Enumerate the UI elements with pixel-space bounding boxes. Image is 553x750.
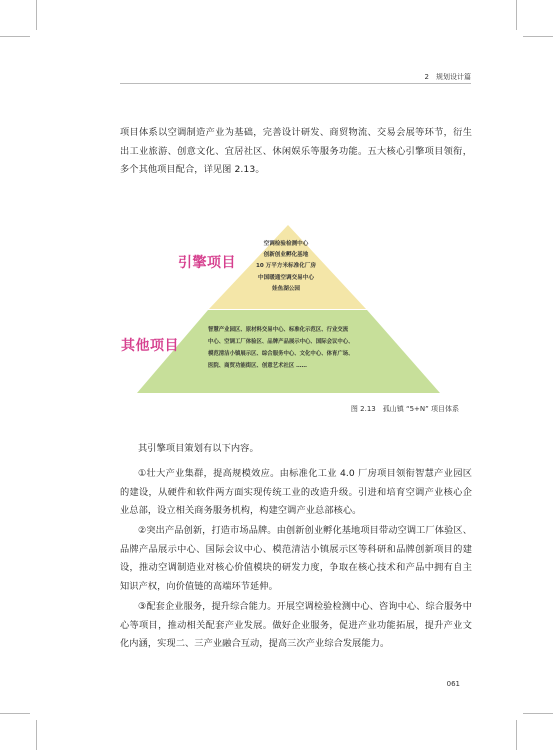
other-items-list — [208, 324, 386, 372]
body-paragraph: ②突出产品创新，打造市场品牌。由创新创业孵化基地项目带动空调工厂体验区、品牌产品展示中心、国际会议中心、模范清洁小镇展示区等科研和品牌创新项目的建设，推动空调制造业对核心价值模块的研发力度，争取在核心技术和产品中拥有自主知识产权，向价值链的高端环节延伸。 — [120, 525, 472, 592]
page-number: 061 — [446, 680, 460, 688]
engine-item: 创新创业孵化基地 — [263, 252, 309, 259]
engine-item: 中国暖通空调交易中心 — [258, 274, 314, 281]
other-item-line: 医院、商贸功能街区、创意艺术社区 …… — [208, 363, 307, 370]
engine-items-list — [236, 239, 336, 295]
figure-caption: 图 2.13 孤山镇 “5+N” 项目体系 — [350, 405, 459, 413]
other-item-line: 中心、空调工厂体验区、品牌产品展示中心、国际会议中心、 — [208, 339, 354, 346]
engine-item: 空调检验检测中心 — [263, 241, 309, 247]
intro-paragraph: 项目体系以空调制造产业为基础，完善设计研发、商贸物流、交易会展等环节，衍生出工业旅游、创意文化、宜居社区、休闲娱乐等服务功能。五大核心引擎项目领衔，多个其他项目配合，详见图 2.13。 — [120, 127, 472, 175]
chapter-header: 2 规划设计篇 — [424, 73, 471, 81]
engine-item: 10 万平方米标准化厂房 — [255, 263, 317, 270]
other-item-line: 智慧产业园区、原材料交易中心、标准化示范区、行业交流 — [208, 327, 349, 333]
other-item-line: 模范清洁小镇展示区、综合服务中心、文化中心、体育广场、 — [208, 351, 354, 358]
engine-item: 娃鱼湖公园 — [272, 285, 300, 292]
engine-projects-label: 引擎项目 — [178, 255, 236, 271]
other-projects-label: 其他项目 — [121, 338, 179, 354]
body-paragraph: 其引擎项目策划有以下内容。 — [138, 443, 259, 454]
body-paragraph: ①壮大产业集群，提高规模效应。由标准化工业 4.0 厂房项目领衔智慧产业园区的建设，从硬件和软件两方面实现传统工业的改造升级。引进和培育空调产业核心企业总部，设立相关商务服务机构，构建空调产业总部核心。 — [120, 468, 472, 516]
body-paragraph: ③配套企业服务，提升综合能力。开展空调检验检测中心、咨询中心、综合服务中心等项目，推动相关配套产业发展。做好企业服务，促进产业功能拓展，提升产业文化内涵，实现二、三产业融合互动，提高三次产业综合发展能力。 — [120, 601, 472, 649]
